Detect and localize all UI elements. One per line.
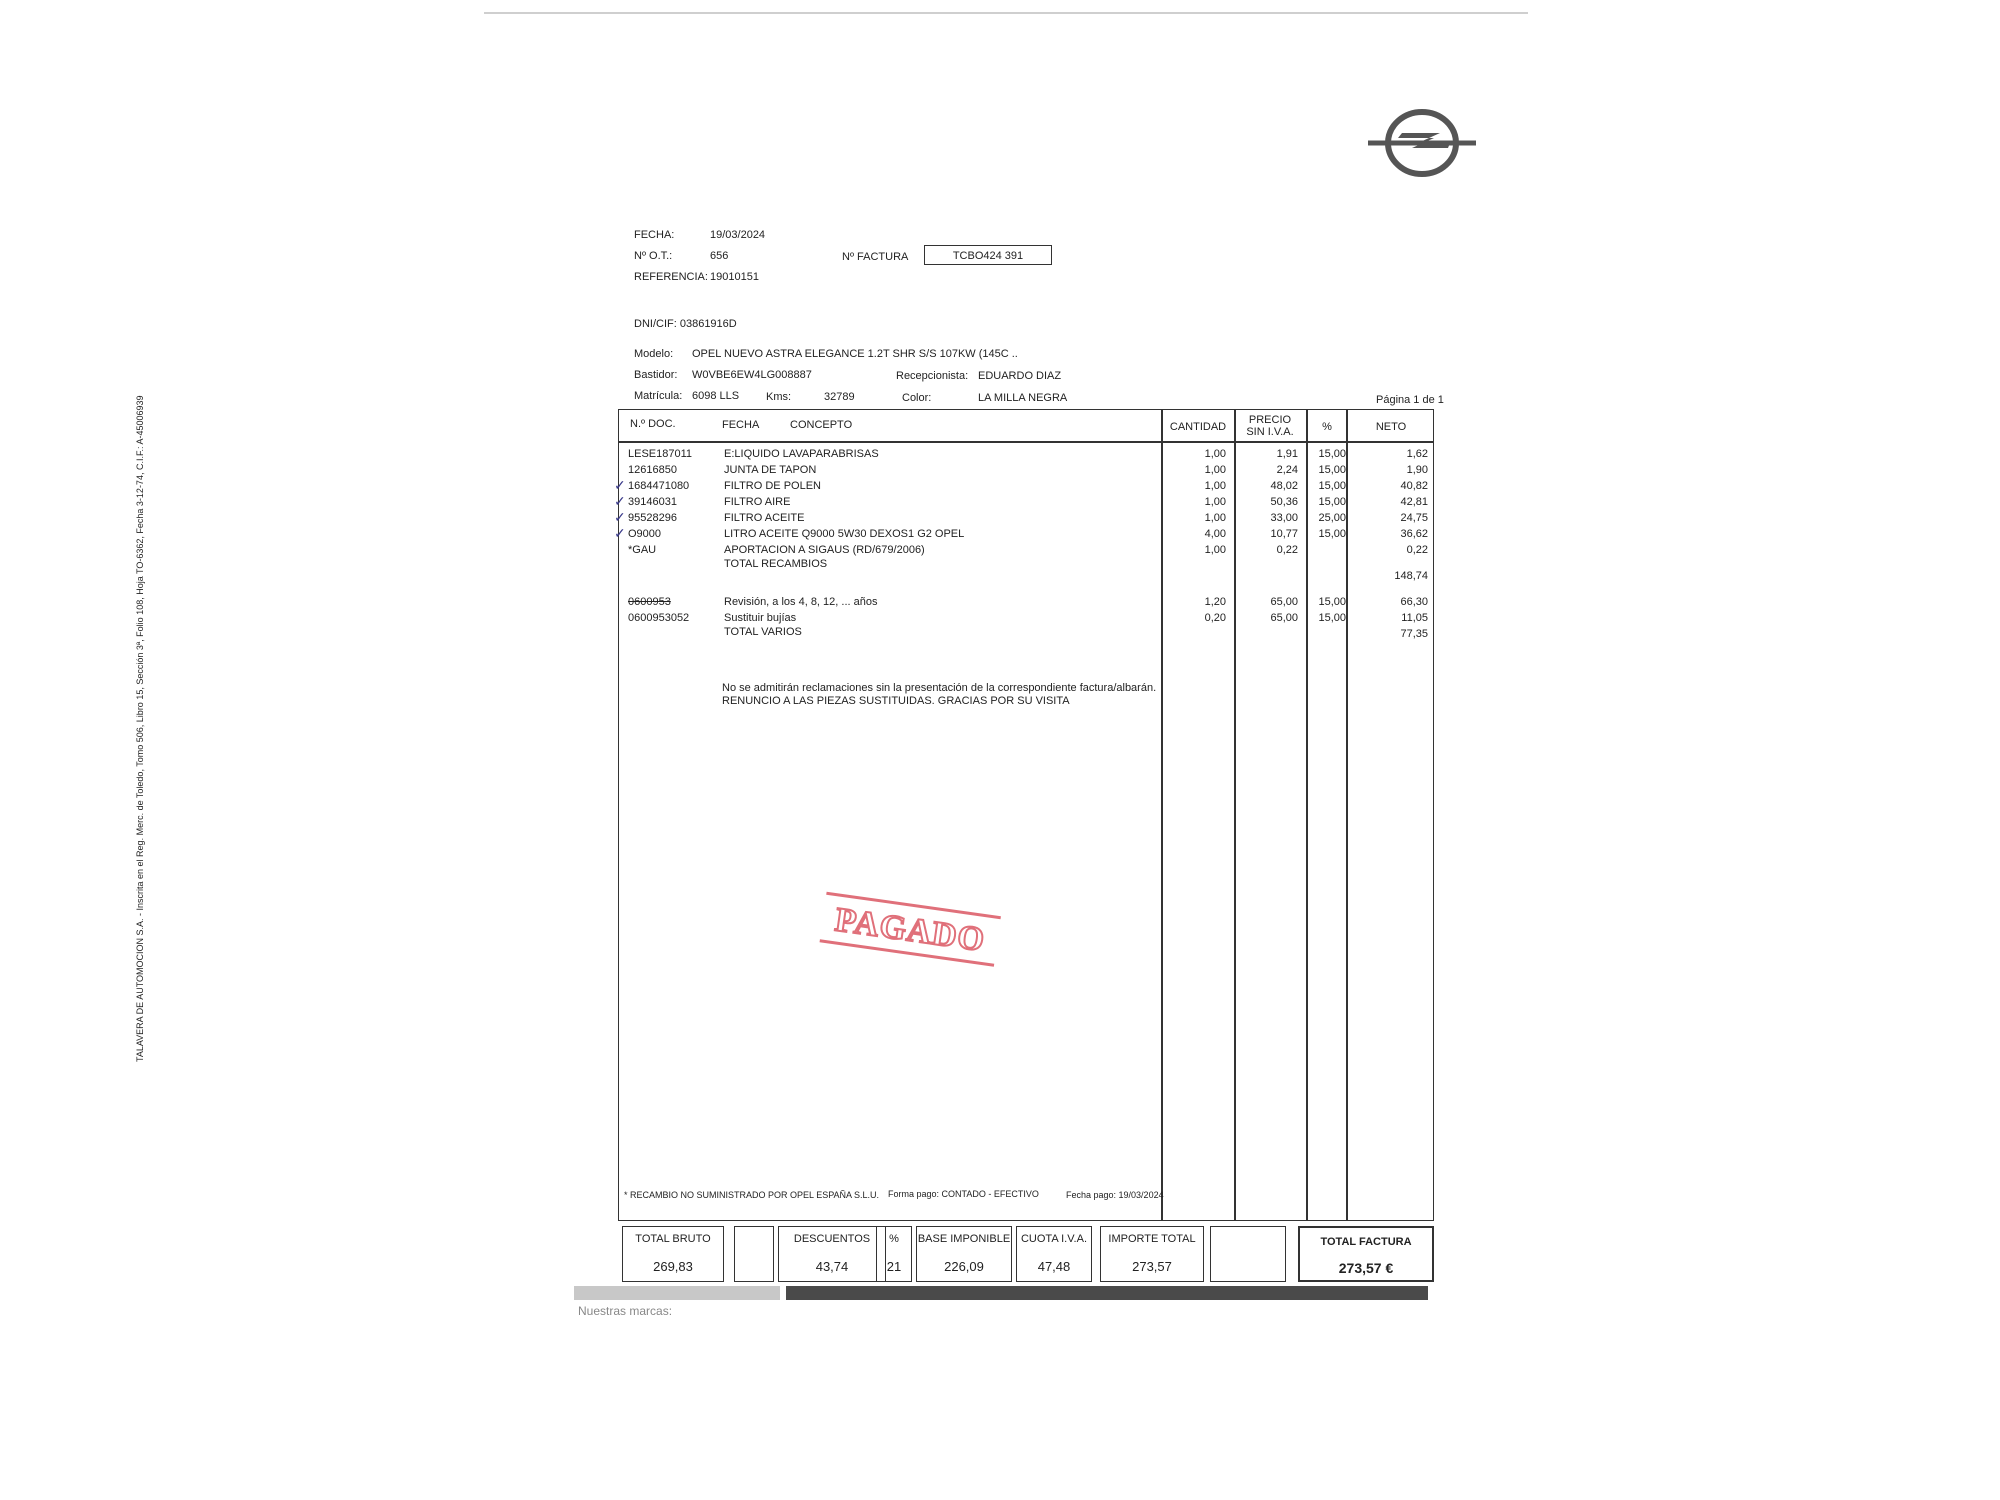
pct-box <box>876 1226 912 1282</box>
row-cantidad: 1,00 <box>1204 496 1226 508</box>
dni-label: DNI/CIF: <box>634 318 677 330</box>
row-concepto: FILTRO AIRE <box>724 496 791 508</box>
cuota-iva-box <box>1016 1226 1092 1282</box>
top-rule <box>484 12 1528 14</box>
handwritten-mark-icon: ✓ <box>614 493 626 509</box>
factura-label: Nº FACTURA <box>842 251 909 263</box>
descuentos-label: DESCUENTOS <box>793 1233 871 1245</box>
row-doc: *GAU <box>628 544 657 556</box>
footer-bar-dark <box>786 1286 1428 1300</box>
bastidor-label: Bastidor: <box>634 369 678 381</box>
row-doc: 12616850 <box>628 464 677 476</box>
row-doc: O9000 <box>628 528 662 540</box>
row-neto: 40,82 <box>1400 480 1428 492</box>
row-cantidad: 1,00 <box>1204 512 1226 524</box>
row-cantidad: 4,00 <box>1204 528 1226 540</box>
kms-label: Kms: <box>766 391 792 403</box>
matricula-label: Matrícula: <box>634 390 683 402</box>
row-precio: 50,36 <box>1270 496 1298 508</box>
base-imponible-value: 226,09 <box>944 1259 984 1274</box>
row-concepto: FILTRO DE POLEN <box>724 480 821 492</box>
header-concepto: CONCEPTO <box>790 419 853 431</box>
fecha-pago: Fecha pago: 19/03/2024 <box>1066 1190 1164 1200</box>
ot-label: Nº O.T.: <box>634 250 673 262</box>
header-cantidad: CANTIDAD <box>1169 421 1227 433</box>
page-number: Página 1 de 1 <box>1376 394 1444 406</box>
row-doc: 1684471080 <box>628 480 690 492</box>
row-pct: 15,00 <box>1318 612 1346 624</box>
row-pct: 15,00 <box>1318 464 1346 476</box>
row-concepto: Sustituir bujías <box>724 612 797 624</box>
base-imponible-box <box>916 1226 1012 1282</box>
row-concepto: LITRO ACEITE Q9000 5W30 DEXOS1 G2 OPEL <box>724 528 965 540</box>
header-fecha: FECHA <box>722 419 760 431</box>
matricula-value: 6098 LLS <box>692 390 740 402</box>
pct-value: 21 <box>886 1259 902 1274</box>
row-neto: 11,05 <box>1401 612 1428 624</box>
nuestras-marcas-label: Nuestras marcas: <box>578 1304 673 1318</box>
row-concepto: APORTACION A SIGAUS (RD/679/2006) <box>724 544 925 556</box>
importe-total-label: IMPORTE TOTAL <box>1108 1233 1196 1245</box>
total-factura-label: TOTAL FACTURA <box>1320 1236 1412 1248</box>
pct-label: % <box>889 1233 899 1245</box>
row-cantidad: 1,00 <box>1204 464 1226 476</box>
row-pct: 15,00 <box>1318 596 1346 608</box>
total-varios-label: TOTAL VARIOS <box>724 626 802 638</box>
recepcionista-label: Recepcionista: <box>896 370 969 382</box>
row-precio: 1,91 <box>1276 448 1298 460</box>
total-recambios-value: 148,74 <box>1394 570 1428 582</box>
total-factura-box <box>1298 1226 1434 1282</box>
referencia-label: REFERENCIA: <box>634 271 708 283</box>
row-concepto: FILTRO ACEITE <box>724 512 805 524</box>
row-neto: 66,30 <box>1400 596 1428 608</box>
referencia-value: 19010151 <box>710 271 759 283</box>
row-neto: 1,90 <box>1406 464 1428 476</box>
header-neto: NETO <box>1375 421 1407 433</box>
table-header-rule <box>618 441 1161 443</box>
importe-total-box <box>1100 1226 1204 1282</box>
descuentos-value: 43,74 <box>815 1259 849 1274</box>
row-pct: 15,00 <box>1318 480 1346 492</box>
row-doc: 0600953 <box>628 596 671 608</box>
note-renuncio: RENUNCIO A LAS PIEZAS SUSTITUIDAS. GRACIAS POR SU VISITA <box>722 695 1070 707</box>
modelo-label: Modelo: <box>634 348 674 360</box>
row-precio: 48,02 <box>1270 480 1298 492</box>
dni-row <box>634 318 737 330</box>
row-cantidad: 1,00 <box>1204 544 1226 556</box>
ot-value: 656 <box>710 250 729 262</box>
row-doc: 39146031 <box>628 496 677 508</box>
row-neto: 24,75 <box>1400 512 1428 524</box>
row-neto: 36,62 <box>1400 528 1428 540</box>
pagado-text: PAGADO <box>832 901 988 960</box>
col-divider-cantidad <box>1161 409 1163 1221</box>
row-precio: 2,24 <box>1276 464 1298 476</box>
row-pct: 15,00 <box>1318 528 1346 540</box>
total-recambios-label: TOTAL RECAMBIOS <box>724 558 828 570</box>
row-concepto: Revisión, a los 4, 8, 12, ... años <box>724 596 878 608</box>
col-divider-precio <box>1234 409 1236 1221</box>
forma-pago: Forma pago: CONTADO - EFECTIVO <box>888 1189 1039 1199</box>
header-pct: % <box>1322 421 1332 433</box>
row-cantidad: 0,20 <box>1204 612 1226 624</box>
note-reclamaciones: No se admitirán reclamaciones sin la presentación de la correspondiente factura/albarán. <box>722 682 1157 694</box>
row-precio: 0,22 <box>1276 544 1298 556</box>
empty-box <box>1210 1226 1286 1282</box>
row-pct: 25,00 <box>1318 512 1346 524</box>
empty-box <box>734 1226 774 1282</box>
handwritten-mark-icon: ✓ <box>614 477 626 493</box>
modelo-value: OPEL NUEVO ASTRA ELEGANCE 1.2T SHR S/S 107KW (145C .. <box>692 348 1018 360</box>
importe-total-value: 273,57 <box>1132 1259 1172 1274</box>
factura-number-box: TCBO424 391 <box>924 245 1052 265</box>
handwritten-mark-icon: ✓ <box>614 525 626 541</box>
total-bruto-box <box>622 1226 724 1282</box>
cuota-iva-label: CUOTA I.V.A. <box>1020 1233 1088 1245</box>
total-bruto-value: 269,83 <box>653 1259 693 1274</box>
footnote-recambio: * RECAMBIO NO SUMINISTRADO POR OPEL ESPAÑA S.L.U. <box>624 1190 880 1200</box>
row-concepto: JUNTA DE TAPON <box>724 464 817 476</box>
table-header-rule-right <box>1161 441 1434 443</box>
kms-value: 32789 <box>824 391 855 403</box>
row-doc: 0600953052 <box>628 612 690 624</box>
total-factura-value: 273,57 € <box>1338 1260 1394 1276</box>
fecha-value: 19/03/2024 <box>710 229 766 241</box>
row-doc: LESE187011 <box>628 448 693 460</box>
fecha-label: FECHA: <box>634 229 675 241</box>
opel-logo-icon <box>1368 108 1476 178</box>
row-precio: 33,00 <box>1270 512 1298 524</box>
row-neto: 1,62 <box>1406 448 1428 460</box>
header-precio <box>1236 414 1304 438</box>
header-doc: N.º DOC. <box>630 418 676 430</box>
total-bruto-label: TOTAL BRUTO <box>635 1233 711 1245</box>
total-varios-value: 77,35 <box>1400 628 1428 640</box>
header-precio-line1: PRECIO <box>1248 414 1292 426</box>
footer-bar-light <box>574 1286 780 1300</box>
bastidor-value: W0VBE6EW4LG008887 <box>692 369 812 381</box>
row-cantidad: 1,00 <box>1204 448 1226 460</box>
row-precio: 65,00 <box>1270 596 1298 608</box>
row-cantidad: 1,20 <box>1204 596 1226 608</box>
header-precio-line2: SIN I.V.A. <box>1246 426 1294 438</box>
color-value: LA MILLA NEGRA <box>978 392 1068 404</box>
row-cantidad: 1,00 <box>1204 480 1226 492</box>
handwritten-mark-icon: ✓ <box>614 509 626 525</box>
col-divider-neto <box>1346 409 1348 1221</box>
row-concepto: E:LIQUIDO LAVAPARABRISAS <box>724 448 879 460</box>
row-neto: 0,22 <box>1406 544 1428 556</box>
color-label: Color: <box>902 392 932 404</box>
descuentos-box <box>778 1226 886 1282</box>
row-pct: 15,00 <box>1318 496 1346 508</box>
dni-value: 03861916D <box>679 318 737 330</box>
cuota-iva-value: 47,48 <box>1037 1259 1071 1274</box>
company-registry-text: TALAVERA DE AUTOMOCION S.A. - Inscrita en el Reg. Merc. de Toledo, Tomo 506, Libro 15, Sección 3ª, Folio 108, Hoja TO-6362, Fecha 3-12-74, C.I.F.: A-45006939 <box>135 395 145 1062</box>
row-precio: 65,00 <box>1270 612 1298 624</box>
row-precio: 10,77 <box>1270 528 1298 540</box>
row-neto: 42,81 <box>1400 496 1428 508</box>
base-imponible-label: BASE IMPONIBLE <box>917 1233 1011 1245</box>
row-pct: 15,00 <box>1318 448 1346 460</box>
row-doc: 95528296 <box>628 512 677 524</box>
recepcionista-value: EDUARDO DIAZ <box>978 370 1062 382</box>
